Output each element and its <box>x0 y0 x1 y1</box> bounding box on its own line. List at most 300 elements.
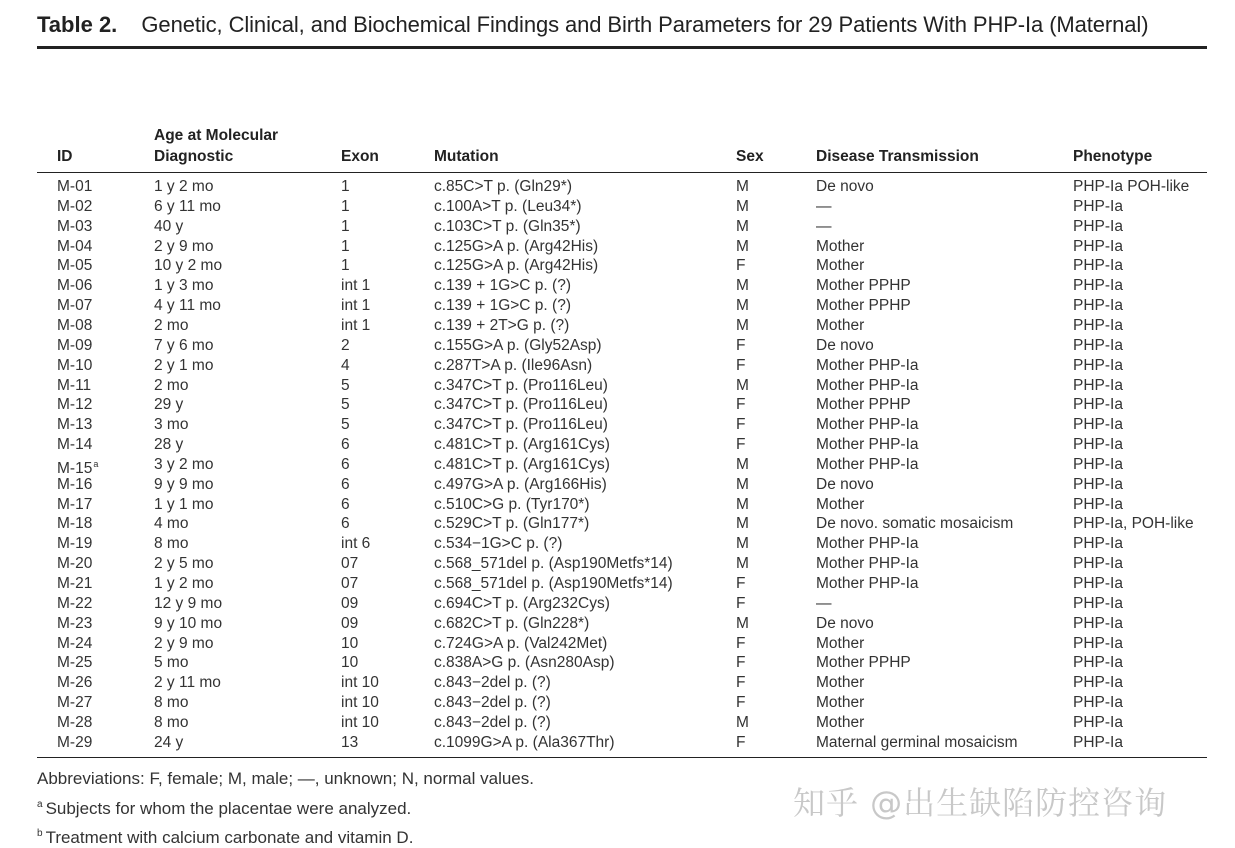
cell-phenotype-text: PHP-Ia <box>1073 416 1123 434</box>
cell-id <box>57 415 92 435</box>
cell-disease-text: Mother PPHP <box>816 654 911 672</box>
cell-sex <box>736 673 745 693</box>
cell-age <box>154 495 213 515</box>
cell-phenotype <box>1073 713 1123 733</box>
cell-exon <box>341 356 350 376</box>
cell-sex-text: F <box>736 356 746 374</box>
cell-phenotype-text: PHP-Ia <box>1073 594 1123 612</box>
cell-exon-text: 13 <box>341 733 359 751</box>
header-age <box>154 125 278 167</box>
table-row <box>0 296 1235 316</box>
footnote-a <box>37 799 411 819</box>
cell-age <box>154 634 213 654</box>
cell-id <box>57 733 92 753</box>
cell-disease-text: Mother PHP-Ia <box>816 535 919 553</box>
cell-age-text: 2 y 1 mo <box>154 356 214 374</box>
table-row <box>0 177 1235 197</box>
cell-exon-text: int 1 <box>341 316 371 334</box>
cell-exon <box>341 693 379 713</box>
cell-mutation <box>434 296 571 316</box>
cell-exon <box>341 554 358 574</box>
cell-sex-text: M <box>736 316 749 334</box>
cell-phenotype-text: PHP-Ia <box>1073 535 1123 553</box>
cell-age-text: 4 y 11 mo <box>154 297 221 315</box>
cell-age-text: 28 y <box>154 436 184 454</box>
table-row <box>0 336 1235 356</box>
cell-sex <box>736 237 749 257</box>
cell-id-text: M-02 <box>57 197 93 215</box>
cell-mutation-text: c.843−2del p. (?) <box>434 674 551 692</box>
cell-sex <box>736 713 749 733</box>
table-row <box>0 475 1235 495</box>
cell-age <box>154 376 188 396</box>
cell-age <box>154 693 188 713</box>
cell-age-text: 40 y <box>154 217 184 235</box>
cell-mutation <box>434 534 562 554</box>
cell-phenotype-text: PHP-Ia <box>1073 614 1123 632</box>
cell-phenotype <box>1073 197 1123 217</box>
footnote-b <box>37 828 413 848</box>
cell-phenotype-text: PHP-Ia <box>1073 475 1123 493</box>
cell-phenotype-text: PHP-Ia <box>1073 336 1123 354</box>
cell-sex-text: M <box>736 713 749 731</box>
cell-exon-text: 10 <box>341 634 359 652</box>
cell-phenotype-text: PHP-Ia POH-like <box>1073 178 1190 195</box>
cell-phenotype-text: PHP-Ia <box>1073 237 1123 255</box>
cell-mutation-text: c.843−2del p. (?) <box>434 694 551 712</box>
cell-age <box>154 713 188 733</box>
cell-age-text: 24 y <box>154 733 184 751</box>
cell-disease <box>816 376 919 396</box>
cell-exon <box>341 574 358 594</box>
cell-disease-text: Mother <box>816 316 865 334</box>
cell-age-text: 2 y 9 mo <box>154 634 214 652</box>
cell-disease <box>816 614 874 634</box>
cell-phenotype <box>1073 673 1123 693</box>
cell-disease <box>816 316 864 336</box>
cell-id-text: M-15 <box>57 459 93 477</box>
cell-exon <box>341 415 350 435</box>
cell-disease-text: De novo <box>816 614 874 632</box>
cell-exon <box>341 514 350 534</box>
cell-sex <box>736 634 745 654</box>
cell-mutation-text: c.347C>T p. (Pro116Leu) <box>434 376 608 394</box>
cell-disease <box>816 177 874 197</box>
cell-age <box>154 296 221 316</box>
cell-sex <box>736 653 745 673</box>
cell-exon-text: 6 <box>341 495 350 513</box>
table-row <box>0 455 1235 475</box>
cell-age-text: 9 y 10 mo <box>154 614 223 632</box>
cell-mutation-text: c.568_571del p. (Asp190Metfs*14) <box>434 555 673 573</box>
cell-phenotype-text: PHP-Ia <box>1073 713 1123 731</box>
cell-disease-text: Mother <box>816 634 865 652</box>
cell-id-text: M-23 <box>57 614 93 632</box>
cell-exon <box>341 614 358 634</box>
table-row <box>0 574 1235 594</box>
cell-phenotype <box>1073 237 1123 257</box>
cell-exon <box>341 713 379 733</box>
cell-mutation-text: c.481C>T p. (Arg161Cys) <box>434 436 610 454</box>
cell-age <box>154 554 213 574</box>
title-rule <box>37 46 1207 49</box>
cell-mutation-text: c.529C>T p. (Gln177*) <box>434 515 590 533</box>
cell-exon <box>341 177 350 197</box>
cell-id <box>57 673 92 693</box>
cell-exon-text: 1 <box>341 257 350 275</box>
cell-exon <box>341 296 370 316</box>
cell-disease <box>816 574 919 594</box>
cell-exon <box>341 733 358 753</box>
cell-sex <box>736 574 745 594</box>
footnote-marker: a <box>93 458 99 469</box>
cell-id <box>57 356 92 376</box>
cell-disease-text: Mother <box>816 713 865 731</box>
cell-mutation-text: c.568_571del p. (Asp190Metfs*14) <box>434 575 673 592</box>
cell-mutation <box>434 693 551 713</box>
cell-sex <box>736 356 745 376</box>
cell-sex-text: F <box>736 694 746 712</box>
cell-exon-text: 1 <box>341 217 350 235</box>
cell-sex-text: F <box>736 396 746 414</box>
cell-phenotype-text: PHP-Ia <box>1073 217 1123 235</box>
cell-age-text: 9 y 9 mo <box>154 475 214 493</box>
cell-phenotype <box>1073 475 1123 495</box>
cell-age-text: 1 y 3 mo <box>154 277 214 295</box>
cell-phenotype-text: PHP-Ia <box>1073 376 1123 394</box>
cell-exon-text: int 10 <box>341 694 379 712</box>
cell-phenotype <box>1073 534 1123 554</box>
cell-mutation-text: c.838A>G p. (Asn280Asp) <box>434 654 615 672</box>
cell-sex <box>736 693 745 713</box>
cell-sex-text: M <box>736 297 749 315</box>
cell-phenotype <box>1073 435 1123 455</box>
cell-sex-text: M <box>736 197 749 215</box>
cell-mutation-text: c.100A>T p. (Leu34*) <box>434 197 582 215</box>
cell-phenotype-text: PHP-Ia <box>1073 575 1123 592</box>
cell-id-text: M-13 <box>57 416 93 434</box>
cell-exon-text: 2 <box>341 336 350 354</box>
cell-id-text: M-19 <box>57 535 93 553</box>
cell-sex <box>736 316 749 336</box>
cell-mutation-text: c.534−1G>C p. (?) <box>434 535 563 553</box>
cell-mutation <box>434 415 608 435</box>
table-row <box>0 435 1235 455</box>
cell-sex-text: F <box>736 733 746 751</box>
cell-age-text: 3 y 2 mo <box>154 455 214 473</box>
cell-age-text: 8 mo <box>154 535 189 553</box>
cell-id <box>57 574 92 594</box>
cell-phenotype-text: PHP-Ia <box>1073 436 1123 454</box>
cell-exon-text: 07 <box>341 575 359 592</box>
table-label: Table 2. <box>37 12 118 37</box>
cell-age-text: 2 y 11 mo <box>154 674 221 692</box>
cell-exon <box>341 217 350 237</box>
cell-mutation-text: c.287T>A p. (Ile96Asn) <box>434 356 593 374</box>
cell-age <box>154 356 213 376</box>
cell-disease <box>816 395 911 415</box>
cell-id-text: M-01 <box>57 178 93 195</box>
cell-id <box>57 594 92 614</box>
cell-age-text: 4 mo <box>154 515 189 533</box>
cell-age-text: 2 mo <box>154 316 189 334</box>
cell-disease-text: — <box>816 594 832 612</box>
cell-age <box>154 514 188 534</box>
cell-id <box>57 276 92 296</box>
cell-exon-text: int 1 <box>341 297 371 315</box>
cell-disease <box>816 256 864 276</box>
cell-disease-text: Mother PPHP <box>816 277 911 295</box>
cell-disease-text: De novo <box>816 336 874 354</box>
cell-age <box>154 733 183 753</box>
cell-id-text: M-24 <box>57 634 93 652</box>
cell-disease-text: Mother PHP-Ia <box>816 356 919 374</box>
footnote-abbreviations: Abbreviations: F, female; M, male; —, unknown; N, normal values. <box>37 769 534 788</box>
cell-exon <box>341 594 358 614</box>
cell-id-text: M-18 <box>57 515 93 533</box>
cell-disease <box>816 713 864 733</box>
cell-sex-text: M <box>736 515 749 533</box>
cell-phenotype <box>1073 634 1123 654</box>
cell-exon-text: 10 <box>341 654 359 672</box>
cell-disease-text: Mother PHP-Ia <box>816 376 919 394</box>
cell-phenotype-text: PHP-Ia <box>1073 733 1123 751</box>
cell-age <box>154 614 222 634</box>
cell-mutation-text: c.139 + 1G>C p. (?) <box>434 277 571 295</box>
cell-mutation <box>434 256 598 276</box>
table-row <box>0 514 1235 534</box>
cell-exon-text: 5 <box>341 416 350 434</box>
cell-age <box>154 316 188 336</box>
cell-id <box>57 336 92 356</box>
table-row <box>0 554 1235 574</box>
cell-id-text: M-17 <box>57 495 93 513</box>
cell-sex <box>736 594 745 614</box>
cell-phenotype <box>1073 614 1123 634</box>
cell-phenotype-text: PHP-Ia <box>1073 495 1123 513</box>
cell-age <box>154 217 183 237</box>
cell-sex <box>736 534 749 554</box>
cell-disease <box>816 197 832 217</box>
cell-exon-text: int 6 <box>341 535 371 553</box>
cell-exon-text: 6 <box>341 515 350 533</box>
cell-mutation-text: c.347C>T p. (Pro116Leu) <box>434 416 608 434</box>
table-row <box>0 713 1235 733</box>
cell-mutation <box>434 197 582 217</box>
cell-exon-text: 5 <box>341 376 350 394</box>
cell-sex-text: F <box>736 575 746 592</box>
cell-exon <box>341 534 370 554</box>
cell-sex-text: F <box>736 674 746 692</box>
cell-id <box>57 435 92 455</box>
cell-sex-text: F <box>736 594 746 612</box>
cell-phenotype <box>1073 316 1123 336</box>
footnote-b-mark: b <box>37 828 43 839</box>
cell-sex-text: M <box>736 217 749 235</box>
cell-id <box>57 634 92 654</box>
cell-sex-text: M <box>736 535 749 553</box>
cell-sex-text: M <box>736 277 749 295</box>
cell-phenotype-text: PHP-Ia <box>1073 455 1123 473</box>
cell-age <box>154 534 188 554</box>
cell-sex <box>736 614 749 634</box>
cell-disease <box>816 693 864 713</box>
cell-mutation <box>434 554 673 574</box>
cell-age-text: 5 mo <box>154 654 189 672</box>
cell-exon-text: 5 <box>341 396 350 414</box>
cell-disease <box>816 276 911 296</box>
cell-age-text: 1 y 2 mo <box>154 178 214 195</box>
table-row <box>0 415 1235 435</box>
cell-exon <box>341 673 379 693</box>
header-mutation: Mutation <box>434 148 499 165</box>
cell-exon-text: 09 <box>341 614 359 632</box>
cell-age-text: 2 y 9 mo <box>154 237 214 255</box>
cell-disease <box>816 475 874 495</box>
footnote-a-text: Subjects for whom the placentae were analyzed. <box>45 799 412 818</box>
cell-age-text: 8 mo <box>154 694 189 712</box>
cell-id <box>57 296 92 316</box>
cell-disease <box>816 455 919 475</box>
cell-phenotype <box>1073 495 1123 515</box>
cell-id-text: M-03 <box>57 217 93 235</box>
cell-exon-text: int 1 <box>341 277 371 295</box>
cell-sex-text: M <box>736 475 749 493</box>
cell-id-text: M-14 <box>57 436 93 454</box>
cell-mutation <box>434 514 589 534</box>
cell-mutation <box>434 653 615 673</box>
cell-id-text: M-07 <box>57 297 93 315</box>
cell-mutation <box>434 376 608 396</box>
cell-disease-text: Mother PPHP <box>816 396 911 414</box>
cell-phenotype <box>1073 256 1123 276</box>
cell-mutation-text: c.694C>T p. (Arg232Cys) <box>434 594 610 612</box>
cell-exon <box>341 653 358 673</box>
cell-disease-text: Mother <box>816 694 865 712</box>
cell-phenotype-text: PHP-Ia <box>1073 654 1123 672</box>
cell-age <box>154 237 213 257</box>
cell-disease <box>816 534 919 554</box>
table-row <box>0 653 1235 673</box>
cell-sex <box>736 197 749 217</box>
cell-phenotype <box>1073 276 1123 296</box>
cell-disease <box>816 415 919 435</box>
cell-disease <box>816 336 874 356</box>
cell-mutation-text: c.682C>T p. (Gln228*) <box>434 614 590 632</box>
cell-phenotype <box>1073 455 1123 475</box>
cell-exon-text: 1 <box>341 237 350 255</box>
cell-age-text: 3 mo <box>154 416 189 434</box>
cell-id-text: M-08 <box>57 316 93 334</box>
cell-phenotype <box>1073 574 1123 594</box>
cell-sex-text: F <box>736 634 746 652</box>
cell-disease-text: — <box>816 197 832 215</box>
cell-exon <box>341 237 350 257</box>
cell-phenotype-text: PHP-Ia, POH-like <box>1073 515 1194 533</box>
cell-mutation-text: c.139 + 1G>C p. (?) <box>434 297 571 315</box>
cell-disease <box>816 356 919 376</box>
cell-phenotype <box>1073 296 1123 316</box>
cell-mutation-text: c.510C>G p. (Tyr170*) <box>434 495 590 513</box>
cell-mutation <box>434 733 615 753</box>
cell-age <box>154 653 188 673</box>
cell-exon <box>341 455 350 475</box>
cell-phenotype <box>1073 217 1123 237</box>
cell-sex-text: M <box>736 555 749 573</box>
cell-id <box>57 376 91 396</box>
cell-mutation <box>434 594 610 614</box>
cell-phenotype <box>1073 395 1123 415</box>
cell-phenotype-text: PHP-Ia <box>1073 694 1123 712</box>
footnote-a-mark: a <box>37 799 43 810</box>
cell-phenotype <box>1073 653 1123 673</box>
cell-sex-text: F <box>736 654 746 672</box>
cell-disease-text: Mother PHP-Ia <box>816 416 919 434</box>
cell-exon-text: 6 <box>341 436 350 454</box>
cell-mutation <box>434 475 607 495</box>
cell-disease-text: Mother PHP-Ia <box>816 436 919 454</box>
header-id: ID <box>57 148 73 165</box>
cell-exon <box>341 197 350 217</box>
cell-phenotype <box>1073 376 1123 396</box>
cell-sex <box>736 455 749 475</box>
cell-sex <box>736 514 749 534</box>
cell-disease-text: — <box>816 217 832 235</box>
cell-disease <box>816 594 832 614</box>
cell-sex <box>736 554 749 574</box>
cell-disease <box>816 673 864 693</box>
header-age-line1: Age at Molecular <box>154 127 279 144</box>
cell-mutation <box>434 177 572 197</box>
cell-sex <box>736 376 749 396</box>
cell-id <box>57 237 92 257</box>
cell-exon <box>341 395 350 415</box>
cell-age <box>154 673 221 693</box>
cell-phenotype <box>1073 733 1123 753</box>
cell-mutation-text: c.843−2del p. (?) <box>434 713 551 731</box>
cell-exon-text: int 10 <box>341 674 379 692</box>
cell-exon <box>341 316 370 336</box>
cell-sex <box>736 415 745 435</box>
cell-sex-text: F <box>736 257 746 275</box>
cell-exon <box>341 256 350 276</box>
cell-disease-text: Maternal germinal mosaicism <box>816 733 1018 751</box>
table-row <box>0 594 1235 614</box>
footnote-b-text: Treatment with calcium carbonate and vitamin D. <box>45 828 414 847</box>
cell-id-text: M-29 <box>57 733 93 751</box>
cell-exon-text: 4 <box>341 356 350 374</box>
cell-disease-text: Mother <box>816 257 865 275</box>
cell-exon-text: 6 <box>341 475 350 493</box>
cell-phenotype-text: PHP-Ia <box>1073 197 1123 215</box>
cell-exon-text: 1 <box>341 197 350 215</box>
header-age-line2: Diagnostic <box>154 148 234 165</box>
cell-age <box>154 475 213 495</box>
cell-mutation <box>434 435 610 455</box>
cell-mutation <box>434 614 589 634</box>
cell-id-text: M-22 <box>57 594 93 612</box>
cell-id <box>57 514 92 534</box>
cell-disease <box>816 435 919 455</box>
table-row <box>0 316 1235 336</box>
cell-phenotype-text: PHP-Ia <box>1073 316 1123 334</box>
cell-disease-text: De novo <box>816 475 874 493</box>
cell-sex-text: F <box>736 336 746 354</box>
cell-disease-text: Mother <box>816 674 865 692</box>
header-rule <box>37 172 1207 173</box>
cell-id-text: M-06 <box>57 277 93 295</box>
cell-age-text: 8 mo <box>154 713 189 731</box>
